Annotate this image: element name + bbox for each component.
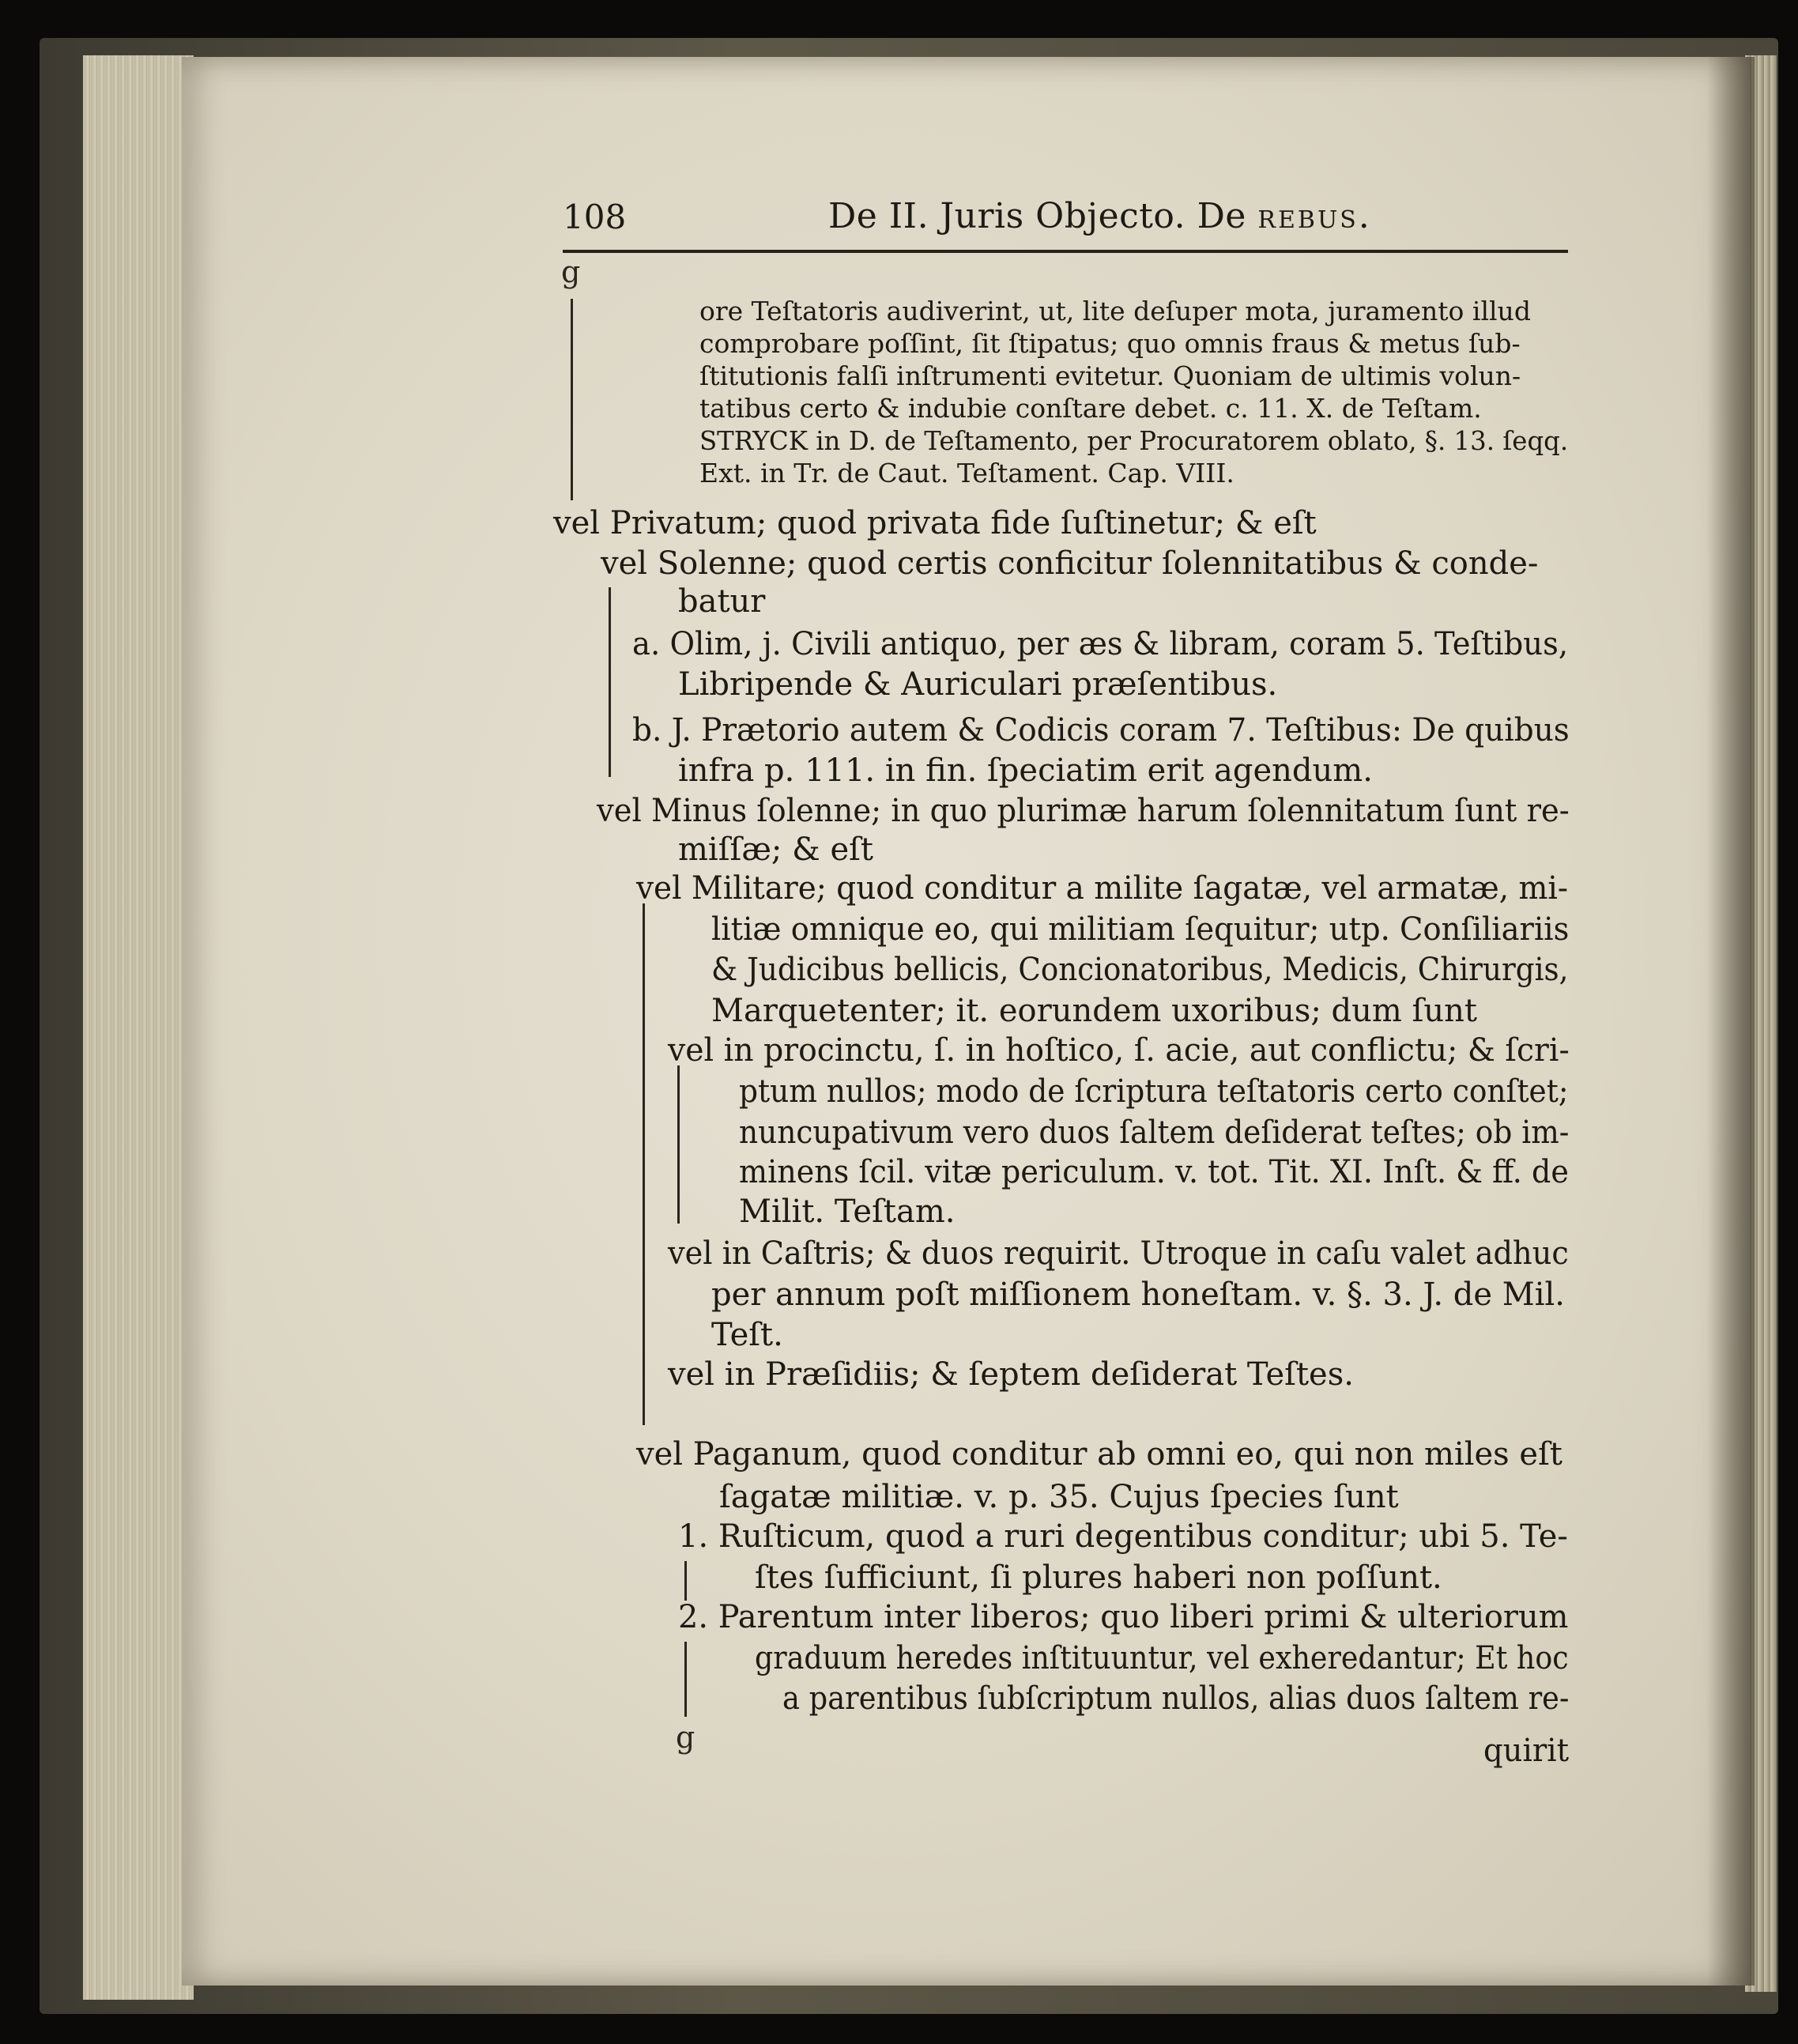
text-line: b. J. Prætorio autem & Codicis coram 7. Teſtibus: De quibus [632,712,1570,749]
text-line: Libripende & Auriculari præſentibus. [678,666,1278,703]
text-line: vel Solenne; quod certis conficitur ſolennitatibus & conde- [601,545,1539,582]
footnote-line: STRYCK in D. de Teſtamento, per Procuratorem oblato, §. 13. ſeqq. [699,425,1569,456]
text-line: vel Militare; quod conditur a milite ſagatæ, vel armatæ, mi- [636,870,1569,907]
text-line: a parentibus ſubſcriptum nullos, alias duos ſaltem re- [782,1680,1570,1717]
parentum-brace-line [684,1642,687,1717]
running-title-end: . [1358,196,1370,236]
rusticum-brace-line [684,1561,687,1601]
text-line: Milit. Teſtam. [739,1194,956,1230]
gutter-shadow [1707,57,1755,1986]
text-line: vel in Præſidiis; & ſeptem deſiderat Teſtes. [668,1356,1354,1393]
text-line: ptum nullos; modo de ſcriptura teſtatoris certo conſtet; [739,1073,1569,1110]
text-line: vel Paganum, quod conditur ab omni eo, qui non miles eſt [636,1436,1562,1473]
text-line: vel in procinctu, ſ. in hoſtico, ſ. acie, aut conflictu; & ſcri- [668,1032,1570,1069]
text-line: infra p. 111. in fin. ſpeciatim erit agendum. [678,752,1373,789]
text-line: graduum heredes inſtituuntur, vel exheredantur; Et hoc [755,1640,1569,1676]
footnote-line: Ext. in Tr. de Caut. Teſtament. Cap. VIII. [699,458,1234,488]
text-line: a. Olim, j. Civili antiquo, per æs & libram, coram 5. Teſtibus, [632,626,1569,662]
text-line: Teſt. [711,1317,783,1353]
text-line: 1. Ruſticum, quod a ruri degentibus conditur; ubi 5. Te- [678,1518,1568,1555]
footnote-line: comprobare poſſint, ſit ſtipatus; quo omnis fraus & metus ſub- [699,328,1521,359]
page-number: 108 [563,198,627,236]
text-line: 2. Parentum inter liberos; quo liberi primi & ulteriorum [678,1599,1569,1635]
text-line: vel Minus ſolenne; in quo plurimæ harum ſolennitatum ſunt re- [597,793,1570,829]
text-line: Marquetenter; it. eorundem uxoribus; dum ſunt [711,993,1477,1029]
running-title-caps: REBUS [1257,206,1359,234]
signature-mark-bottom: g [676,1720,695,1755]
text-line: & Judicibus bellicis, Concionatoribus, Medicis, Chirurgis, [711,952,1569,988]
text-line: miſſæ; & eſt [678,832,873,868]
text-line: minens ſcil. vitæ periculum. v. tot. Tit. XI. Inſt. & ff. de [739,1154,1569,1190]
text-line: per annum poſt miſſionem honeſtam. v. §. 3. J. de Mil. [711,1277,1566,1313]
text-line: quirit [1483,1733,1570,1769]
text-line: ſtes ſufficiunt, ſi plures haberi non poſſunt. [755,1559,1442,1596]
footnote-line: ſtitutionis falſi inſtrumenti evitetur. Quoniam de ultimis volun- [699,360,1521,391]
text-line: ſagatæ militiæ. v. p. 35. Cujus ſpecies ſunt [719,1479,1399,1515]
text-line: vel Privatum; quod privata fide ſuſtinetur; & eſt [553,505,1317,541]
procinctu-brace-line [677,1065,680,1224]
solenne-brace-line [609,587,611,777]
page-edges-left [83,55,194,2000]
signature-mark-top: g [561,255,581,289]
running-title-main: De II. Juris Objecto. De [828,196,1258,236]
running-title [828,196,1370,236]
text-line: nuncupativum vero duos ſaltem deſiderat teſtes; ob im- [739,1114,1570,1151]
text-line: batur [678,583,766,620]
footnote-brace-line [571,299,573,500]
militare-brace-line [643,903,645,1425]
footnote-line: tatibus certo & indubie conſtare debet. c. 11. X. de Teſtam. [699,393,1482,424]
header-rule [563,250,1568,253]
text-line: vel in Caſtris; & duos requirit. Utroque in caſu valet adhuc [668,1235,1569,1272]
footnote-line: ore Teſtatoris audiverint, ut, lite deſuper mota, juramento illud [699,296,1531,326]
text-line: litiæ omnique eo, qui militiam ſequitur; utp. Conſiliariis [711,911,1570,948]
